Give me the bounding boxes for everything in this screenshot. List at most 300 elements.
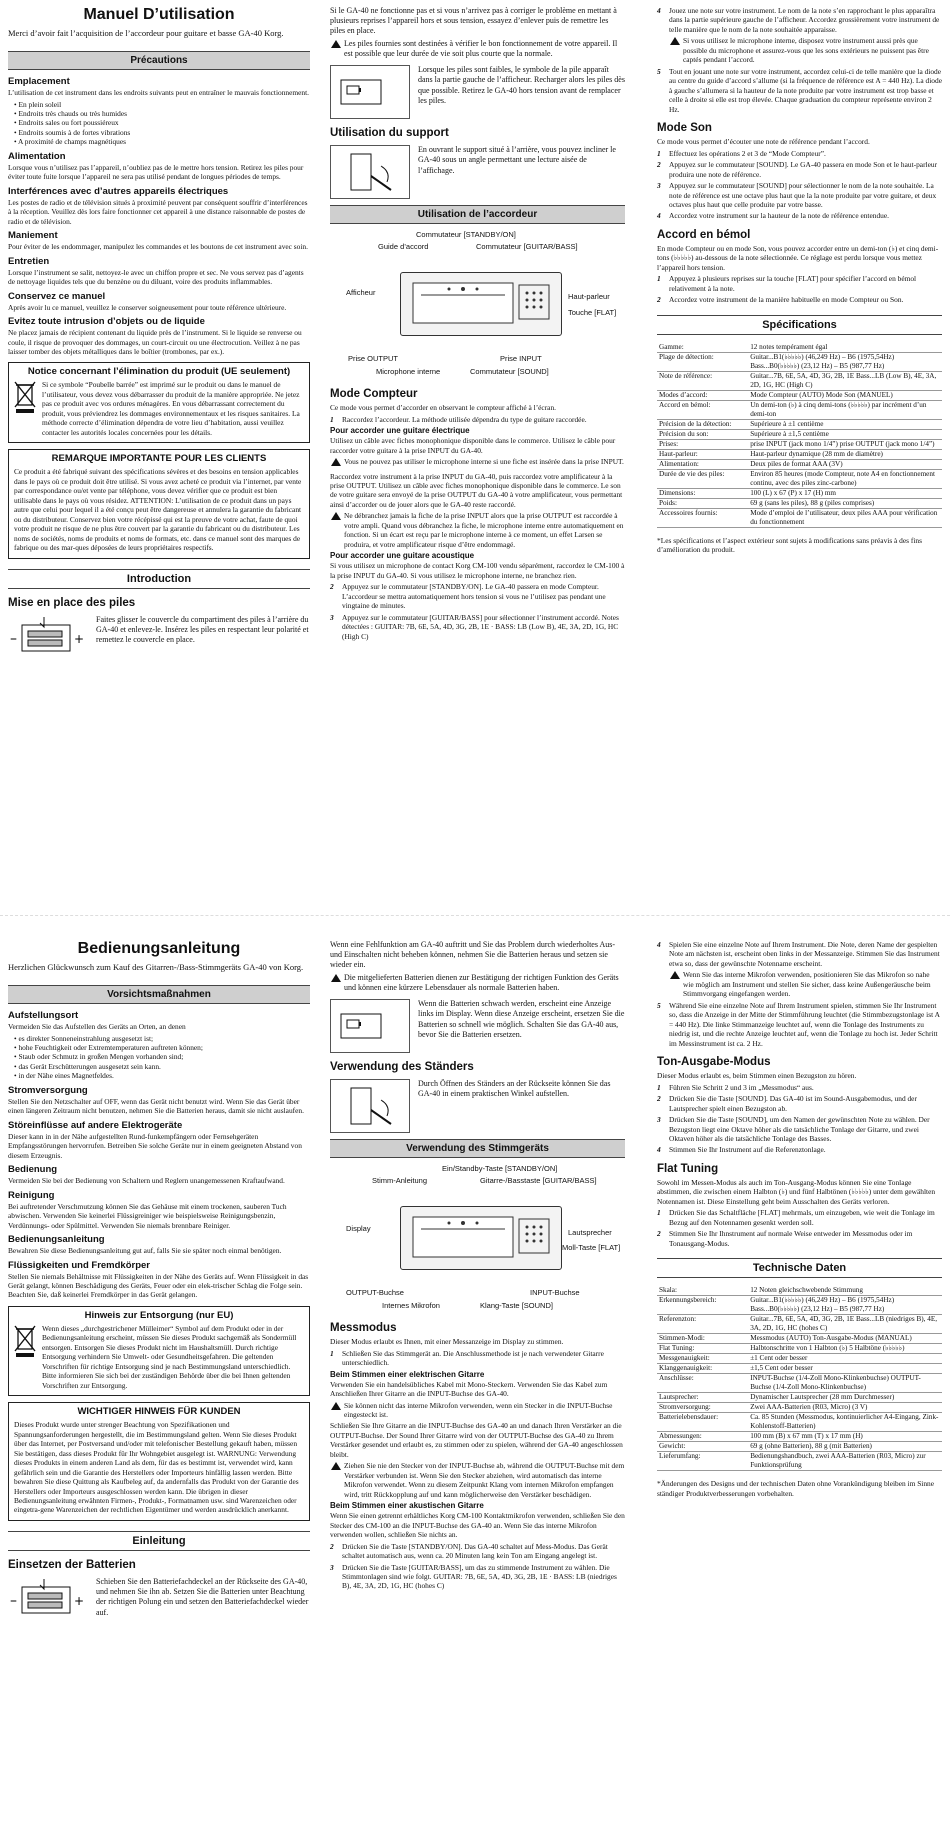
step-5: 5 Tout en jouant une note sur votre instrument, accordez celui-ci de telle manière que la diode au centre du guide d’accord s’allume (si la fréquence de référence est A = 440 Hz). La diode à gauche s’allumera si la hauteur de la note produite par votre instrument est trop basse et celle à droite si elle est trop élevée. Chaque graduation du compteur représente environ 2 Hz.: [657, 66, 942, 114]
de-column-2: [330, 940, 625, 1593]
step-1: 1 Schließen Sie das Stimmgerät an. Die Anschlussmethode ist je nach verwendeter Gitarre unterschiedlich.: [330, 1349, 625, 1368]
entretien-text: Lorsque l’instrument se salit, nettoyez-le avec un chiffon propre et sec. Ne vous servez pas d’agents de nettoyage liquides tels que du benzène ou du diluant, voire des produits inflammables.: [8, 267, 304, 287]
support-text: En ouvrant le support situé à l’arrière, vous pouvez incliner le GA-40 sous un angle permettant une lecture aisée de l’affichage.: [418, 145, 616, 175]
note-icon: [330, 39, 344, 59]
spec-value: 69 g (ohne Batterien), 88 g (mit Batterien): [750, 1442, 872, 1451]
step-1: 1 Raccordez l’accordeur. La méthode utilisée dépendra du type de guitare raccordée.: [330, 414, 587, 424]
elec-text-2: Raccordez votre instrument à la prise INPUT du GA-40, puis raccordez votre amplificateur à la prise OUTPUT. Utilisez un câble avec fiches monophonique disponible dans le commerce. Le son de votre guitare sera envoyé de la prise OUTPUT du GA-40 à votre amplificateur, vous permettant ainsi d’accorder ou de jouer alors que le GA-40 reste raccordé.: [330, 471, 623, 509]
spec-value: Un demi-ton (♭) à cinq demi-tons (♭♭♭♭♭) par incrément d’un demi-ton: [750, 400, 927, 418]
note-text: Les piles fournies sont destinées à vérifier le bon fonctionnement de votre appareil. Il est possible que leur durée de vie soit plus courte que la normale.: [344, 38, 618, 58]
intrusion-text: Ne placez jamais de récipient contenant du liquide près de l’instrument. Si le liquide se renverse ou coule, il risque de provoquer des dommages, un court-circuit ou une électrocution. Veillez à ne pas laisser tomber des objets métalliques dans le boîtier (trombones, par ex.).: [8, 328, 302, 357]
note: [657, 970, 942, 998]
precautions-heading: Précautions: [8, 51, 310, 70]
compteur-heading: Mode Compteur: [330, 388, 418, 401]
note-text: Die mitgelieferten Batterien dienen zur Bestätigung der richtigen Funktion des Geräts und können eine kürzere Lebensdauer als normale Batterien haben.: [344, 972, 619, 992]
ton-step-2: 2 Drücken Sie die Taste [SOUND]. Das GA-40 ist im Sound-Ausgabemodus, und der Lautsprecher spielt einen Bezugston ab.: [657, 1094, 942, 1113]
note-icon: [330, 511, 344, 549]
note-icon: [330, 1401, 344, 1420]
aufstell-list: [8, 1034, 310, 1081]
spec-value: Environ 85 heures (mode Compteur, note A4 en fonctionnement continu, avec des piles zinc-carbone): [750, 469, 935, 487]
note-text: Vous ne pouvez pas utiliser le microphone interne si une fiche est insérée dans la prise INPUT.: [344, 457, 624, 467]
spec-value: Guitar...B1(♭♭♭♭♭) (46,249 Hz) – B6 (1975,54Hz) Bass...B0(♭♭♭♭♭) (23,12 Hz) – B5 (987,77 Hz): [750, 352, 895, 370]
staender-heading: Verwendung des Ständers: [330, 1061, 474, 1074]
spec-label: Lieferumfang:: [659, 1452, 701, 1461]
ton-step-4: 4 Stimmen Sie Ihr Instrument auf die Referenztonlage.: [657, 1145, 826, 1155]
support-figure: [330, 145, 625, 199]
low-battery-icon: [330, 999, 410, 1053]
spec-label: Klanggenauigkeit:: [659, 1364, 713, 1373]
de-column-1: [8, 940, 310, 1631]
vorsicht-heading: Vorsichtsmaßnahmen: [8, 985, 310, 1004]
bedienung-text: Vermeiden Sie bei der Bedienung von Schaltern und Reglern unangemessenen Kraftaufwand.: [8, 1176, 285, 1186]
table-row: [657, 419, 942, 429]
table-row: [657, 1354, 942, 1364]
spec-value: Guitar...B1(♭♭♭♭♭) (46,249 Hz) – B6 (1975,54Hz) Bass...B0(♭♭♭♭♭) (23,12 Hz) – B5 (987,77 Hz): [750, 1296, 895, 1314]
flat-text: Sowohl im Messen-Modus als auch im Ton-Ausgang-Modus können Sie eine Tonlage abstimmen, die zwischen einem Halbton (♭) und fünf Halbtönen (♭♭♭♭♭) unter dem gewählten Notennamen ist. Diese Einstellung geht beim Ausschalten des Geräts verloren.: [657, 1177, 936, 1206]
fr-column-2: [330, 6, 625, 643]
son-text: Ce mode vous permet d’écouter une note de référence pendant l’accord.: [657, 137, 870, 147]
mess-heading: Messmodus: [330, 1322, 397, 1335]
step-text: Appuyez sur le commutateur [STANDBY/ON]. Le GA-40 passera en mode Compteur. L’accordeur se mettra automatiquement hors tension si vous ne l’utilisez pas pendant une vingtaine de minutes.: [342, 582, 606, 611]
spec-label: Anschlüsse:: [659, 1374, 694, 1383]
note: [330, 39, 625, 59]
spec-label: Prises:: [659, 439, 679, 448]
spec-label: Lautsprecher:: [659, 1393, 699, 1402]
specs-table: [657, 1286, 942, 1471]
step-text: Drücken Sie die Taste [GUITAR/BASS], um das zu stimmende Instrument zu wählen. Die Stimmtonlagen sind wie folgt. GUITAR: 7B, 6E, 5A, 4D, 3G, 2B, 1E · BASS: LB (niedriges B), 4E, 3A, 2D, 1G, HC (hohes C): [342, 1562, 617, 1591]
diagram-label: Microphone interne: [376, 367, 441, 377]
mess-text: Dieser Modus erlaubt es Ihnen, mit einer Messanzeige im Display zu stimmen.: [330, 1337, 564, 1347]
table-row: [657, 1334, 942, 1344]
spec-value: Messmodus (AUTO) Ton-Ausgabe-Modus (MANUAL): [750, 1334, 912, 1343]
table-row: [657, 1432, 942, 1442]
diagram-label: Internes Mikrofon: [382, 1301, 440, 1311]
step-text: Tout en jouant une note sur votre instrument, accordez celui-ci de telle manière que la diode au centre du guide d’accord s’allume (si la fréquence de référence est A = 440 Hz). La diode à gauche s’allumera si la hauteur de la note produite par votre instrument est trop basse et celle à droite si elle est trop élevée. Chaque graduation du compteur représente environ 2 Hz.: [669, 66, 942, 114]
page-divider: [0, 915, 950, 916]
note: [330, 973, 625, 993]
ue-notice-title: Notice concernant l’élimination du produit (UE seulement): [27, 366, 291, 378]
spec-value: Mode Compteur (AUTO) Mode Son (MANUEL): [750, 390, 893, 399]
stoer-text: Dieser kann in in der Nähe aufgestellten Rund-funkempfängern oder Fernsehgeräten Empfangsstörungen hervorrufen. Betreiben Sie solche Geräte nur in einem geeigneten Abstand von diesem Erzeugnis.: [8, 1131, 302, 1160]
spec-label: Précision de la détection:: [659, 419, 732, 428]
table-row: [657, 1286, 942, 1296]
usage-heading: Utilisation de l’accordeur: [330, 205, 625, 224]
fr-column-3: [657, 6, 942, 557]
diagram-label: Gitarre-/Basstaste [GUITAR/BASS]: [480, 1176, 597, 1186]
alimentation-text: Lorsque vous n’utilisez pas l’appareil, n’oubliez pas de le mettre hors tension. Retirez les piles pour éviter toute fuite lorsque l’appareil ne sera pas utilisé pendant de longues périodes de temps.: [8, 162, 304, 182]
spec-value: Ca. 85 Stunden (Messmodus, kontinuierlicher A4-Eingang, Zink-Kohlenstoff-Batterien): [750, 1413, 939, 1431]
spec-label: Alimentation:: [659, 459, 699, 468]
list-item: • das Gerät Erschütterungen ausgesetzt sein kann.: [14, 1062, 310, 1071]
battery-insert-icon: [8, 1577, 88, 1625]
intro-text: Merci d’avoir fait l’acquisition de l’accordeur pour guitare et basse GA-40 Korg.: [8, 28, 284, 38]
fr-column-1: [8, 6, 310, 669]
spec-label: Durée de vie des piles:: [659, 469, 725, 478]
step-text: Stimmen Sie Ihr Ihnstrument auf normale Weise entweder im Messmodus oder im Tonausgang-Modus.: [669, 1229, 913, 1248]
spec-label: Note de référence:: [659, 371, 713, 380]
step-text: Accordez votre instrument sur la hauteur de la note de référence entendue.: [669, 211, 889, 221]
elec-text: Utilisez un câble avec fiches monophonique disponible dans le commerce. Utilisez le câble pour raccorder votre guitare à la prise INPUT du GA-40.: [330, 436, 616, 455]
spec-label: Stimmen-Modi:: [659, 1334, 705, 1343]
french-section: [0, 6, 950, 906]
kunden-notice-title: WICHTIGER HINWEIS FÜR KUNDEN: [77, 1406, 241, 1418]
step-text: Stimmen Sie Ihr Instrument auf die Referenztonlage.: [669, 1145, 826, 1155]
note-icon: [669, 36, 683, 64]
table-row: [657, 1452, 942, 1471]
specs-heading: Technische Daten: [657, 1258, 942, 1278]
table-row: [657, 1374, 942, 1393]
kunden-notice-text: Dieses Produkt wurde unter strenger Beachtung von Spezifikationen und Spannungsanforderungen hergestellt, die im Bestimmungsland gelten. Wenn Sie dieses Produkt über das Internet, per Postversand und/oder mit telefonischer Bestellung gekauft haben, müssen Sie bestätigen, dass dieses Produkt für Ihr Wohngebiet ausgelegt ist. WARNUNG: Verwendung dieses Produkts in einem anderen Land als dem, für das es bestimmt ist, verwendet wird, kann gefährlich sein und die Garantie des Herstellers oder Importeurs hinfällig lassen werden. Bitte bewahren Sie diese Quittung als Kaufbeleg auf, da andernfalls das Produkt von der Garantie des Herstellers oder Importeurs ausgeschlossen werden kann. Die übrigen in dieser Bedienungsanleitung erwähnten Firmen-, Produkt-, Formatnamen usw. sind Warenzeichen oder eingetra-gene Warenzeichen der rechtlichen Eigentümer und werden ausdrücklich anerkannt.: [14, 1420, 299, 1515]
spec-value: INPUT-Buchse (1/4-Zoll Mono-Klinkenbuchse) OUTPUT-Buchse (1/4-Zoll Mono-Klinkenbuchse): [750, 1374, 921, 1392]
elec-heading: Beim Stimmen einer elektrischen Gitarre: [330, 1369, 485, 1379]
step-text: Appuyez sur le commutateur [SOUND]. Le GA-40 passera en mode Son et le haut-parleur produira une note de référence.: [669, 160, 938, 179]
spec-label: Referenzton:: [659, 1315, 697, 1324]
list-item: • in der Nähe eines Magnetfeldes.: [14, 1071, 310, 1080]
batterien-heading: Einsetzen der Batterien: [8, 1558, 136, 1571]
step-text: Schließen Sie das Stimmgerät an. Die Anschlussmethode ist je nach verwendeter Gitarre unterschiedlich.: [342, 1348, 604, 1368]
son-heading: Mode Son: [657, 122, 712, 135]
battery-insert-icon: [8, 615, 88, 663]
fluessigkeit-text: Stellen Sie niemals Behältnisse mit Flüssigkeiten in der Nähe des Geräts auf. Wenn Flüssigkeit in das Gerät gelangt, können Beschädigung des Geräts, Feuer oder ein elek-trischer Schlag die Folge sein. Beachten Sie, daß keinerlei Fremdkörper in das Gerät gelangen.: [8, 1271, 309, 1300]
step-text: Drücken Sie das Schaltfläche [FLAT] mehrmals, um einzugeben, wie weit die Tonlage im Bezug auf den Notennamen gesenkt werden soll.: [669, 1208, 935, 1227]
svg-text:+: +: [74, 631, 85, 646]
spec-value: 69 g (sans les piles), 88 g (piles comprises): [750, 498, 875, 507]
step-text: Accordez votre instrument de la manière habituelle en mode Compteur ou Son.: [669, 295, 904, 305]
compteur-text: Ce mode vous permet d’accorder en observant le compteur affiché à l’écran.: [330, 403, 556, 413]
diagram-label: INPUT-Buchse: [530, 1288, 580, 1298]
piles-text: Faites glisser le couvercle du compartiment des piles à l’arrière du GA-40 et enlevez-le. Insérez les piles en respectant leur polarité et remettez le couvercle en place.: [96, 614, 309, 644]
support-heading: Utilisation du support: [330, 127, 449, 140]
table-row: [657, 498, 942, 508]
page-title: Bedienungsanleitung: [77, 940, 241, 957]
clients-notice-text: Ce produit a été fabriqué suivant des spécifications sévères et des besoins en tension applicables dans le pays où ce produit doit être utilisé. Si vous avez acheté ce produit via l’internet, par vente par correspondance ou/et vente par téléphone, vous devez vérifier que ce produit est bien utilisable dans le pays où vous résidez. ATTENTION: L’utilisation de ce produit dans un pays autre que celui pour lequel il a été conçu peut être dangereuse et annulera la garantie du fabricant ou du distributeur. Conservez bien votre récépissé qui est la preuve de votre achat, faute de quoi votre produit ne risque de ne plus être couvert par la garantie du fabricant ou du distributeur. Les noms de sociétés, noms de produits et noms de formats, etc. dans ce manuel sont des marques de fabrique ou des mar-ques déposées de leurs propriétaires respectifs.: [14, 467, 302, 553]
diagram-label: Prise INPUT: [500, 354, 542, 364]
step-5: 5 Während Sie eine einzelne Note auf Ihrem Instrument spielen, stimmen Sie Ihr Instrument so, dass die Anzeige in der Mitte der Stimmführung leuchtet (die Stimmbezugstonlage ist A = 440 Hz). Die linke Stimmanzeige leuchtet auf, wenn die Tonlage des Instruments zu niedrig ist, und die rechte Anzeige leuchtet auf, wenn die Tonlage zu hoch ist. Jeder Schritt im Messinstrument ist ca. 2 Hz.: [657, 1001, 942, 1048]
son-step-4: 4 Accordez votre instrument sur la hauteur de la note de référence entendue.: [657, 211, 889, 221]
table-row: [657, 343, 942, 353]
emplacement-list: [8, 100, 310, 147]
entretien-heading: Entretien: [8, 255, 50, 267]
note-text: Wenn Sie das interne Mikrofon verwenden, positionieren Sie das Mikrofon so nahe wie möglich am Instrument und stellen Sie sicher, dass keine Außengeräusche beim Stimmvorgang eingefangen werden.: [683, 970, 931, 999]
spec-value: Halbtonschritte von 1 Halbton (♭) 5 Halbtöne (♭♭♭♭♭): [750, 1344, 905, 1353]
spec-value: Supérieure à ±1,5 centième: [750, 429, 829, 438]
table-row: [657, 1442, 942, 1452]
table-row: [657, 429, 942, 439]
step-text: Führen Sie Schritt 2 und 3 im „Messmodus“ aus.: [669, 1082, 814, 1092]
elec-text-2: Schließen Sie Ihre Gitarre an die INPUT-Buchse des GA-40 an und danach Ihren Verstärker an die OUTPUT-Buchse. Der Sound Ihrer Gitarre wird von der OUTPUT-Buchse des GA-40 zu Ihrem Verstärker gesendet und erlaubt es, zu stimmen oder zu spielen, während der GA-40 angeschlossen bleibt.: [330, 1421, 623, 1459]
staender-text: Durch Öffnen des Ständers an der Rückseite können Sie das GA-40 in einem praktischen Winkel aufstellen.: [418, 1079, 611, 1099]
spec-value: 12 Noten gleichschwebende Stimmung: [750, 1286, 863, 1295]
note-icon: [330, 457, 344, 469]
spec-value: Zwei AAA-Batterien (R03, Micro) (3 V): [750, 1403, 868, 1412]
spec-label: Gewicht:: [659, 1442, 686, 1451]
stoer-heading: Störeinflüsse auf andere Elektrogeräte: [8, 1119, 183, 1131]
specs-note: *Änderungen des Designs und der technischen Daten ohne Vorankündigung bleiben im Sinne ständiger Produktverbesserungen vorbehalten.: [657, 1479, 935, 1498]
stand-icon: [330, 1079, 410, 1133]
clients-notice-box: [8, 449, 310, 558]
spec-label: Abmessungen:: [659, 1432, 702, 1441]
diagram-label: Lautsprecher: [568, 1228, 612, 1238]
note-icon: [330, 973, 344, 993]
bedienung-heading: Bedienung: [8, 1164, 58, 1176]
step-text: Appuyez sur le commutateur [SOUND] pour sélectionner le nom de la note souhaitée. La note de référence est une octave plus haut que la la note produite par votre guitare, et deux octaves plus haut que celle produite par votre basse.: [669, 181, 937, 209]
diagram-label: Stimm-Anleitung: [372, 1176, 428, 1186]
note-icon: [330, 1461, 344, 1499]
bemol-text: En mode Compteur ou en mode Son, vous pouvez accorder entre un demi-ton (♭) et cinq demi-tons (♭♭♭♭♭) au-dessous de la note sélectionnée. Ce réglage est perdu lorsque vous mettez l’appareil hors tension.: [657, 243, 939, 272]
eu-notice-text: Wenn dieses „durchgestrichener Mülleimer“ Symbol auf dem Produkt oder in der Bedienungsanleitung erscheint, müssen Sie dieses Produkt sachgemäß als Sondermüll entsorgen. Entsorgen Sie dieses Produkt nicht im Haushaltsmüll. Durch richtige Entsorgung verhindern Sie Umwelt- oder Gesundheitsgefahren. Die geltenden Vorschriften für richtige Entsorgung sind je nach Bestimmungsland unterschiedlich. Bitte informieren Sie sich bei der zuständigen Behörde über die bei Ihnen geltenden Vorschriften zur Entsorgung.: [42, 1323, 297, 1390]
conservez-text: Après avoir lu ce manuel, veuillez le conserver soigneusement pour toute référence ultérieure.: [8, 302, 287, 312]
aufstell-text: Vermeiden Sie das Aufstellen des Geräts an Orten, an denen: [8, 1022, 186, 1032]
table-row: [657, 469, 942, 488]
diagram-label: Ein/Standby-Taste [STANDBY/ON]: [442, 1164, 558, 1174]
diagram-label: Commutateur [GUITAR/BASS]: [476, 242, 578, 252]
ton-heading: Ton-Ausgabe-Modus: [657, 1056, 771, 1069]
flat-step-2: 2 Stimmen Sie Ihr Ihnstrument auf normale Weise entweder im Messmodus oder im Tonausgang-Modus.: [657, 1229, 942, 1248]
batterien-text: Schieben Sie den Batteriefachdeckel an der Rückseite des GA-40, und nehmen Sie ihn ab. Setzen Sie die Batterien unter Beachtung der richtigen Polung ein und setzen den Batteriefachdeckel wieder auf.: [96, 1576, 309, 1617]
table-row: [657, 1393, 942, 1403]
bemol-step-2: 2 Accordez votre instrument de la manière habituelle en mode Compteur ou Son.: [657, 295, 904, 305]
bemol-heading: Accord en bémol: [657, 228, 751, 241]
anleitung-heading: Bedienungsanleitung: [8, 1234, 105, 1246]
list-item: • Endroits très chauds ou très humides: [14, 109, 310, 118]
step-text: Effectuez les opérations 2 et 3 de “Mode Compteur”.: [669, 148, 826, 158]
list-item: • hohe Feuchtigkeit oder Extremtemperaturen auftreten können;: [14, 1043, 310, 1052]
step-text: Während Sie eine einzelne Note auf Ihrem Instrument spielen, stimmen Sie Ihr Instrument so, dass die Anzeige in der Mitte der Stimmführung leuchtet (die Stimmbezugstonlage ist A = 440 Hz). Die linke Stimmanzeige leuchtet auf, wenn die Tonlage des Instruments zu niedrig ist, und die rechte Anzeige leuchtet auf, wenn die Tonlage zu hoch ist. Jeder Schritt im Messinstrument ist ca. 2 Hz.: [669, 1000, 940, 1048]
spec-label: Haut-parleur:: [659, 449, 698, 458]
spec-value: 12 notes tempérament égal: [750, 342, 828, 351]
spec-label: Accessoires fournis:: [659, 508, 718, 517]
table-row: [657, 1413, 942, 1432]
step-text: Raccordez l’accordeur. La méthode utilisée dépendra du type de guitare raccordée.: [342, 414, 587, 424]
ue-notice-text: Si ce symbole “Poubelle barrée” est imprimé sur le produit ou dans le manuel de l’utilisateur, vous devez vous débarrasser du produit de la manière appropriée. Ne jetez pas ce produit avec vos ordures ménagères. En vous débarrassant correctement du produit, vous préviendrez les dommages environnementaux et les risques sanitaires. La méthode correcte d’élimination dépendra de votre lieu d’habitation, aussi veuillez contacter les autorités locales concernées pour les détails.: [42, 380, 300, 437]
acou-heading: Pour accorder une guitare acoustique: [330, 551, 475, 561]
spec-label: Dimensions:: [659, 488, 696, 497]
flat-step-1: 1 Drücken Sie das Schaltfläche [FLAT] mehrmals, um einzugeben, wie weit die Tonlage im Bezug auf den Notennamen gesenkt werden soll.: [657, 1208, 942, 1227]
table-row: [657, 449, 942, 459]
diagram-label: Afficheur: [346, 288, 376, 298]
spec-value: Deux piles de format AAA (3V): [750, 459, 843, 468]
low-battery-text: Lorsque les piles sont faibles, le symbole de la pile apparaît dans la partie gauche de l’afficheur. Recharger alors les piles dès que possible. Retirez le GA-40 hors tension avant de remplacer les piles.: [418, 65, 625, 105]
intrusion-heading: Evitez toute intrusion d’objets ou de liquide: [8, 316, 205, 328]
reinigung-text: Bei auftretender Verschmutzung können Sie das Gehäuse mit einem trockenen, sauberen Tuch abwischen. Verwenden Sie keinerlei Flüssigreiniger wie beispielsweise Reinigungsbenzin, Verdünnungs- oder Spülmittel. Verwenden Sie niemals brennbare Reiniger.: [8, 1201, 287, 1230]
table-row: [657, 439, 942, 449]
step-text: Drücken Sie die Taste [STANDBY/ON]. Das GA-40 schaltet auf Mess-Modus. Das Gerät schaltet automatisch aus, wenn ca. 20 Minuten lang kein Ton am Eingang angelegt ist.: [342, 1541, 608, 1561]
spec-label: Batterielebensdauer:: [659, 1413, 719, 1422]
table-row: [657, 1344, 942, 1354]
table-row: [657, 1315, 942, 1334]
diagram-label: OUTPUT-Buchse: [346, 1288, 404, 1298]
interferences-heading: Interférences avec d’autres appareils électriques: [8, 185, 229, 197]
diagram-label: Commutateur [SOUND]: [470, 367, 549, 377]
ton-step-3: 3 Drücken Sie die Taste [SOUND], um den Namen der gewünschten Note zu wählen. Der Bezugston liegt eine Oktave höher als die tatsächliche Tonlage der Gitarre, und zwei Oktaven höher als die tatsächliche Tonlage des Basses.: [657, 1115, 942, 1143]
introduction-heading: Introduction: [8, 569, 310, 589]
spec-value: Bedienungshandbuch, zwei AAA-Batterien (R03, Micro) zur Funktionsprüfung: [750, 1452, 926, 1470]
interferences-text: Les postes de radio et de télévision situés à proximité peuvent par conséquent souffrir d’interférences à la réception. Veuillez dès lors faire fonctionner cet appareil à une distance raisonnable de postes de radio et de télévision.: [8, 197, 308, 226]
spec-label: Stromversorgung:: [659, 1403, 711, 1412]
note-text: Ne débranchez jamais la fiche de la prise INPUT alors que la prise OUTPUT est raccordée à votre ampli. Quand vous débranchez la fiche, le microphone interne entre automatiquement en fonction. Si un écart est reçu par le microphone interne à ce moment, un effet Larsen se produira, et votre amplificateur risque d’être endommagé.: [344, 511, 624, 549]
diagram-label: Prise OUTPUT: [348, 354, 399, 364]
emplacement-heading: Emplacement: [8, 76, 70, 88]
conservez-heading: Conservez ce manuel: [8, 290, 106, 302]
list-item: • En plein soleil: [14, 100, 310, 109]
alimentation-heading: Alimentation: [8, 150, 66, 162]
battery-reset-text: Si le GA-40 ne fonctionne pas et si vous n’arrivez pas à corriger le problème en mettant à plusieurs reprises l’appareil hors et sous tension, essayez d’enlever puis de remettre les piles en place.: [330, 6, 617, 36]
spec-value: ±1 Cent oder besser: [750, 1354, 808, 1363]
table-row: [657, 1296, 942, 1315]
page-title: Manuel D’utilisation: [83, 6, 235, 23]
list-item: • Endroits sales ou fort poussiéreux: [14, 118, 310, 127]
note-text: Sie können nicht das interne Mikrofon verwenden, wenn ein Stecker in die INPUT-Buchse eingesteckt ist.: [344, 1400, 613, 1419]
diagram-label: Touche [FLAT]: [568, 308, 617, 318]
step-4: 4 Jouez une note sur votre instrument. Le nom de la note s’en rapprochant le plus apparaîtra dans la partie supérieure gauche de l’afficheur. Accordez grossièrement votre instrument de telle manière que le nom de la note souhaitée apparaisse.: [657, 6, 942, 34]
list-item: • A proximité de champs magnétiques: [14, 137, 310, 146]
step-text: Jouez une note sur votre instrument. Le nom de la note s’en rapprochant le plus apparaîtra dans la partie supérieure gauche de l’afficheur. Accordez grossièrement votre instrument de telle manière que le nom de la note souhaitée apparaisse.: [669, 6, 940, 34]
step-4: 4 Spielen Sie eine einzelne Note auf Ihrem Instrument. Die Note, deren Name der gespielten Note am nächsten ist, erscheint oben links in der Messanzeige. Stimmen Sie das Instrument etwa so, dass der gewünschte Notenname erscheint.: [657, 940, 942, 968]
acou-text: Wenn Sie einen getrennt erhältliches Korg CM-100 Kontaktmikrofon verwenden, schließen Sie den Stecker des CM-100 an die INPUT-Buchse des GA-40 an. Wenn Sie das interne Mikrofon verwenden wollen, schließen Sie nichts an.: [330, 1511, 625, 1540]
step-3: 3 Appuyez sur le commutateur [GUITAR/BASS] pour sélectionner l’instrument accordé. Notes détectées : GUITAR: 7B, 6E, 5A, 4D, 3G, 2B, 1E · BASS: LB (Low B), 4E, 3A, 2D, 1G, HC (High C): [330, 613, 625, 641]
spec-value: Dynamischer Lautsprecher (28 mm Durchmesser): [750, 1393, 895, 1402]
note-text: Si vous utilisez le microphone interne, disposez votre instrument aussi près que possible du microphone et assurez-vous que les sons extérieurs ne puissent pas être captés pendant l’accord.: [683, 36, 929, 65]
diagram-label: Klang-Taste [SOUND]: [480, 1301, 553, 1311]
ton-text: Dieser Modus erlaubt es, beim Stimmen einen Bezugston zu hören.: [657, 1071, 857, 1081]
table-row: [657, 371, 942, 390]
table-row: [657, 508, 942, 527]
list-item: • es direkter Sonneneinstrahlung ausgesetzt ist;: [14, 1034, 310, 1043]
flat-heading: Flat Tuning: [657, 1162, 719, 1175]
note: [330, 457, 625, 469]
intro-text: Herzlichen Glückwunsch zum Kauf des Gitarren-/Bass-Stimmgeräts GA-40 von Korg.: [8, 962, 304, 972]
spec-label: Flat Tuning:: [659, 1344, 695, 1353]
tuner-illustration: [400, 272, 562, 336]
list-item: • Endroits soumis à de fortes vibrations: [14, 128, 310, 137]
tuner-illustration: [400, 1206, 562, 1270]
elec-text: Verwenden Sie ein handelsübliches Kabel mit Mono-Steckern. Verwenden Sie das Kabel zum Anschließen Ihrer Gitarre an die INPUT-Buchse des GA-40.: [330, 1379, 608, 1399]
table-row: [657, 1364, 942, 1374]
son-step-2: 2 Appuyez sur le commutateur [SOUND]. Le GA-40 passera en mode Son et le haut-parleur produira une note de référence.: [657, 160, 942, 179]
clients-notice-title: REMARQUE IMPORTANTE POUR LES CLIENTS: [51, 453, 267, 465]
tuner-diagram: [330, 1164, 625, 1314]
son-step-1: 1 Effectuez les opérations 2 et 3 de “Mode Compteur”.: [657, 148, 826, 158]
note-text: Ziehen Sie nie den Stecker von der INPUT-Buchse ab, während die OUTPUT-Buchse mit dem Verstärker verbunden ist. Wenn Sie den Stecker abziehen, wird automatisch das interne Mikrofon verwendet. Wenn zu diesem Zeitpunkt Klang vom internen Mikrofon empfangen wird, tritt Rückkopplung auf und kann möglicherweise den Verstärker beschädigen.: [344, 1461, 625, 1499]
maniement-heading: Maniement: [8, 230, 58, 242]
note: [330, 511, 625, 549]
spec-label: Erkennungsbereich:: [659, 1296, 717, 1305]
tuner-diagram: [330, 230, 625, 380]
battery-figure: [8, 615, 310, 663]
diagram-label: Haut-parleur: [568, 292, 610, 302]
spec-label: Précision du son:: [659, 429, 709, 438]
crossed-bin-icon: [14, 380, 36, 414]
strom-text: Stellen Sie den Netzschalter auf OFF, wenn das Gerät nicht benutzt wird. Wenn Sie das Gerät über einen längeren Zeitraum nicht benutzen, nehmen Sie die Batterien heraus, damit sie nicht auslaufen.: [8, 1096, 304, 1116]
verwendung-heading: Verwendung des Stimmgeräts: [330, 1139, 625, 1158]
spec-label: Messgenauigkeit:: [659, 1354, 710, 1363]
stand-icon: [330, 145, 410, 199]
table-row: [657, 390, 942, 400]
note: [330, 1401, 625, 1420]
german-section: [0, 940, 950, 1840]
eu-notice-box: [8, 1306, 310, 1396]
note-icon: [669, 970, 683, 998]
specs-note: *Les spécifications et l’aspect extérieur sont sujets à modifications sans préavis à des fins d’amélioration du produit.: [657, 535, 922, 555]
spec-value: Supérieure à ±1 centième: [750, 419, 824, 428]
spec-label: Accord en bémol:: [659, 400, 711, 409]
diagram-label: Commutateur [STANDBY/ON]: [416, 230, 516, 240]
svg-text:–: –: [10, 1592, 17, 1609]
step-text: Appuyez à plusieurs reprises sur la touche [FLAT] pour spécifier l’accord en bémol relativement à la note.: [669, 274, 917, 293]
low-battery-icon: [330, 65, 410, 119]
spec-value: Mode d’emploi de l’utilisateur, deux piles AAA pour vérification du fonctionnement: [750, 508, 938, 526]
low-battery-figure: [330, 65, 625, 119]
low-battery-text: Wenn die Batterien schwach werden, erscheint eine Anzeige links im Display. Wenn diese Anzeige erscheint, ersetzen Sie die Batterien so schnell wie möglich. Schalten Sie das GA-40 aus, bevor Sie die Batterien ersetzen.: [418, 999, 625, 1039]
step-text: Drücken Sie die Taste [SOUND]. Das GA-40 ist im Sound-Ausgabemodus, und der Lautsprecher spielt einen Bezugston ab.: [669, 1094, 917, 1113]
specs-heading: Spécifications: [657, 315, 942, 335]
stand-figure: [330, 1079, 625, 1133]
bemol-step-1: 1 Appuyez à plusieurs reprises sur la touche [FLAT] pour spécifier l’accord en bémol relativement à la note.: [657, 274, 942, 293]
emplacement-text: L’utilisation de cet instrument dans les endroits suivants peut en entraîner le mauvais fonctionnement.: [8, 88, 310, 98]
step-3: 3 Drücken Sie die Taste [GUITAR/BASS], um das zu stimmende Instrument zu wählen. Die Stimmtonlagen sind wie folgt. GUITAR: 7B, 6E, 5A, 4D, 3G, 2B, 1E · BASS: LB (niedriges B), 4E, 3A, 2D, 1G, HC (hohes C): [330, 1563, 625, 1591]
step-text: Drücken Sie die Taste [SOUND], um den Namen der gewünschten Note zu wählen. Der Bezugston liegt eine Oktave höher als die tatsächliche Tonlage der Gitarre, und zwei Oktaven höher als die tatsächliche Tonlage des Basses.: [669, 1115, 930, 1143]
svg-text:+: +: [74, 1593, 85, 1608]
spec-value: 100 mm (B) x 67 mm (T) x 17 mm (H): [750, 1432, 863, 1441]
kunden-notice-box: [8, 1402, 310, 1521]
table-row: [657, 459, 942, 469]
spec-value: Haut-parleur dynamique (28 mm de diamètre): [750, 449, 883, 458]
fluessigkeit-heading: Flüssigkeiten und Fremdkörper: [8, 1259, 150, 1271]
note: [330, 1461, 625, 1499]
elec-heading: Pour accorder une guitare électrique: [330, 426, 470, 436]
piles-heading: Mise en place des piles: [8, 596, 136, 609]
spec-label: Skala:: [659, 1286, 677, 1295]
specs-table: [657, 343, 942, 528]
aufstell-heading: Aufstellungsort: [8, 1010, 79, 1022]
note: [657, 36, 942, 64]
eu-notice-title: Hinweis zur Entsorgung (nur EU): [84, 1309, 234, 1321]
diagram-label: Moll-Taste [FLAT]: [562, 1243, 621, 1253]
son-step-3: 3 Appuyez sur le commutateur [SOUND] pour sélectionner le nom de la note souhaitée. La note de référence est une octave plus haut que la la note produite par votre guitare, et deux octaves plus haut que celle produite par votre basse.: [657, 181, 942, 209]
spec-value: ±1,5 Cent oder besser: [750, 1364, 813, 1373]
anleitung-text: Bewahren Sie diese Bedienungsanleitung gut auf, falls Sie sie später noch einmal benötigen.: [8, 1246, 282, 1256]
list-item: • Staub oder Schmutz in großen Mengen vorhanden sind;: [14, 1052, 310, 1061]
diagram-label: Guide d’accord: [378, 242, 429, 252]
spec-label: Gamme:: [659, 342, 684, 351]
spec-value: Guitar...7B, 6E, 5A, 4D, 3G, 2B, 1E Bass...LB (Low B), 4E, 3A, 2D, 1G, HC (High C): [750, 371, 937, 389]
einleitung-heading: Einleitung: [8, 1531, 310, 1551]
ue-notice-box: [8, 362, 310, 443]
acou-heading: Beim Stimmen einer akustischen Gitarre: [330, 1501, 484, 1511]
ton-step-1: 1 Führen Sie Schritt 2 und 3 im „Messmodus“ aus.: [657, 1082, 814, 1092]
table-row: [657, 488, 942, 498]
spec-value: prise INPUT (jack mono 1/4”) prise OUTPUT (jack mono 1/4”): [750, 439, 935, 448]
maniement-text: Pour éviter de les endommager, manipulez les commandes et les boutons de cet instrument avec soin.: [8, 242, 308, 252]
step-text: Appuyez sur le commutateur [GUITAR/BASS] pour sélectionner l’instrument accordé. Notes détectées : GUITAR: 7B, 6E, 5A, 4D, 3G, 2B, 1E · BASS: LB (Low B), 4E, 3A, 2D, 1G, HC (High C): [342, 612, 619, 641]
step-2: 2 Appuyez sur le commutateur [STANDBY/ON]. Le GA-40 passera en mode Compteur. L’accordeur se mettra automatiquement hors tension si vous ne l’utilisez pas pendant une vingtaine de minutes.: [330, 582, 625, 610]
diagram-label: Display: [346, 1224, 371, 1234]
spec-value: Guitar...7B, 6E, 5A, 4D, 3G, 2B, 1E Bass...LB (niedriges B), 4E, 3A, 2D, 1G, HC (hohes C): [750, 1315, 938, 1333]
spec-label: Modes d’accord:: [659, 390, 708, 399]
reinigung-heading: Reinigung: [8, 1189, 55, 1201]
step-2: 2 Drücken Sie die Taste [STANDBY/ON]. Das GA-40 schaltet auf Mess-Modus. Das Gerät schaltet automatisch aus, wenn ca. 20 Minuten lang kein Ton am Eingang angelegt ist.: [330, 1542, 625, 1561]
table-row: [657, 1403, 942, 1413]
step-text: Spielen Sie eine einzelne Note auf Ihrem Instrument. Die Note, deren Name der gespielten Note am nächsten ist, erscheint oben links in der Messanzeige. Stimmen Sie das Instrument etwa so, dass der gewünschte Notenname erscheint.: [669, 940, 940, 968]
low-battery-figure: [330, 999, 625, 1053]
svg-text:–: –: [10, 630, 17, 647]
spec-value: 100 (L) x 67 (P) x 17 (H) mm: [750, 488, 837, 497]
spec-label: Plage de détection:: [659, 352, 714, 361]
battery-figure: [8, 1577, 310, 1625]
spec-label: Poids:: [659, 498, 677, 507]
table-row: [657, 352, 942, 371]
de-column-3: [657, 940, 942, 1500]
